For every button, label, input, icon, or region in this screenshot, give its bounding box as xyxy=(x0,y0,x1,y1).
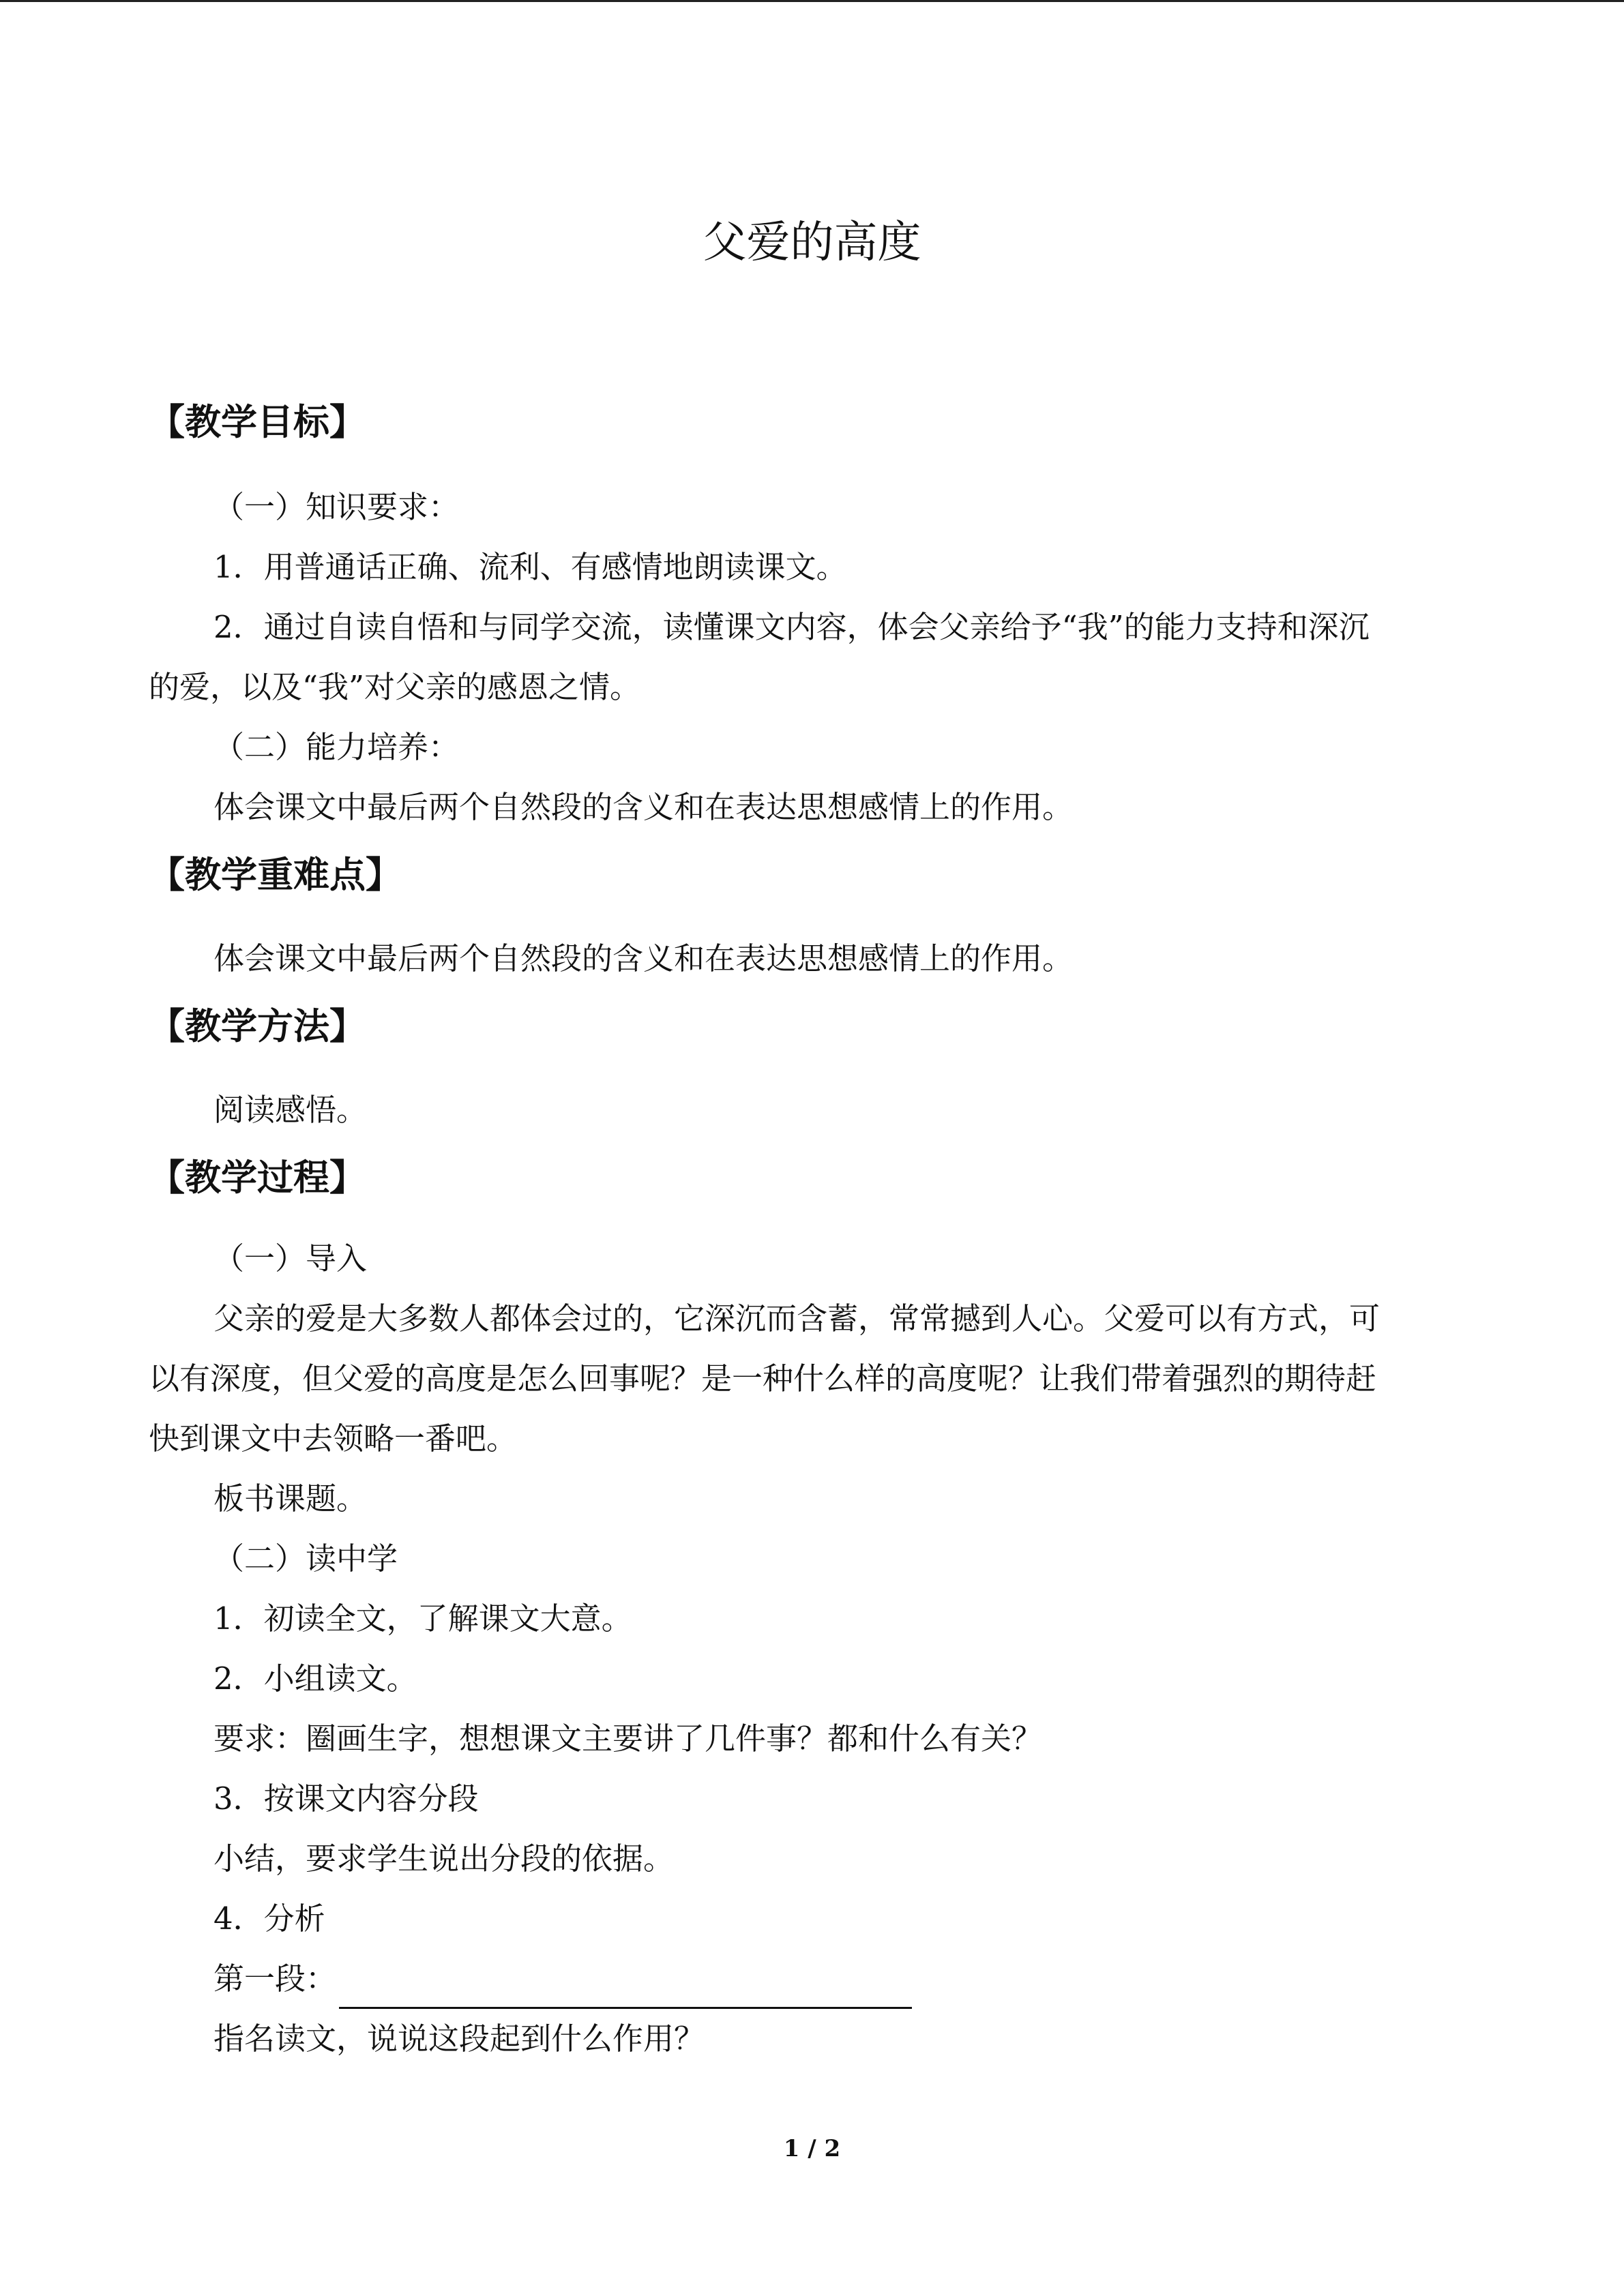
knowledge-label: （一）知识要求： xyxy=(213,489,460,525)
intro-line-2: 以有深度，但父爱的高度是怎么回事呢？是一种什么样的高度呢？让我们带着强烈的期待赶 xyxy=(149,1360,1377,1397)
read-label: （二）读中学 xyxy=(213,1540,398,1577)
key-points-text: 体会课文中最后两个自然段的含义和在表达思想感情上的作用。 xyxy=(213,940,1074,976)
intro-line-1: 父亲的爱是大多数人都体会过的，它深沉而含蓄，常常撼到人心。父爱可以有方式，可 xyxy=(213,1300,1381,1337)
heading-key-points: 【教学重难点】 xyxy=(149,854,402,896)
objective-item-1: 1．用普通话正确、流利、有感情地朗读课文。 xyxy=(213,549,847,585)
step-2-requirement: 要求：圈画生字，想想课文主要讲了几件事？都和什么有关？ xyxy=(213,1720,1043,1757)
heading-objectives: 【教学目标】 xyxy=(149,402,366,443)
step-1: 1．初读全文，了解课文大意。 xyxy=(213,1600,632,1637)
step-4: 4．分析 xyxy=(213,1900,325,1937)
paragraph-1-blank-line xyxy=(339,1980,912,2009)
intro-label: （一）导入 xyxy=(213,1240,368,1277)
page-title: 父爱的高度 xyxy=(703,218,921,268)
intro-line-3: 快到课文中去领略一番吧。 xyxy=(149,1420,518,1457)
page-number: 1 / 2 xyxy=(783,2135,841,2162)
objective-item-2-line-1: 2．通过自读自悟和与同学交流，读懂课文内容，体会父亲给予“我”的能力支持和深沉 xyxy=(213,609,1370,645)
paragraph-1-row xyxy=(213,1949,912,2009)
heading-process: 【教学过程】 xyxy=(149,1157,366,1199)
objective-item-2-line-2: 的爱，以及“我”对父亲的感恩之情。 xyxy=(149,669,641,705)
heading-methods: 【教学方法】 xyxy=(149,1006,366,1047)
board-text: 板书课题。 xyxy=(213,1480,368,1517)
ability-label: （二）能力培养： xyxy=(213,729,460,765)
paragraph-1-task: 指名读文，说说这段起到什么作用？ xyxy=(213,2021,705,2057)
paragraph-1-label: 第一段： xyxy=(213,1960,337,1997)
methods-text: 阅读感悟。 xyxy=(213,1092,368,1128)
step-3-summary: 小结，要求学生说出分段的依据。 xyxy=(213,1840,675,1877)
top-border xyxy=(0,0,1624,2)
step-3: 3．按课文内容分段 xyxy=(213,1780,479,1817)
ability-text: 体会课文中最后两个自然段的含义和在表达思想感情上的作用。 xyxy=(213,789,1074,825)
step-2: 2．小组读文。 xyxy=(213,1660,417,1697)
